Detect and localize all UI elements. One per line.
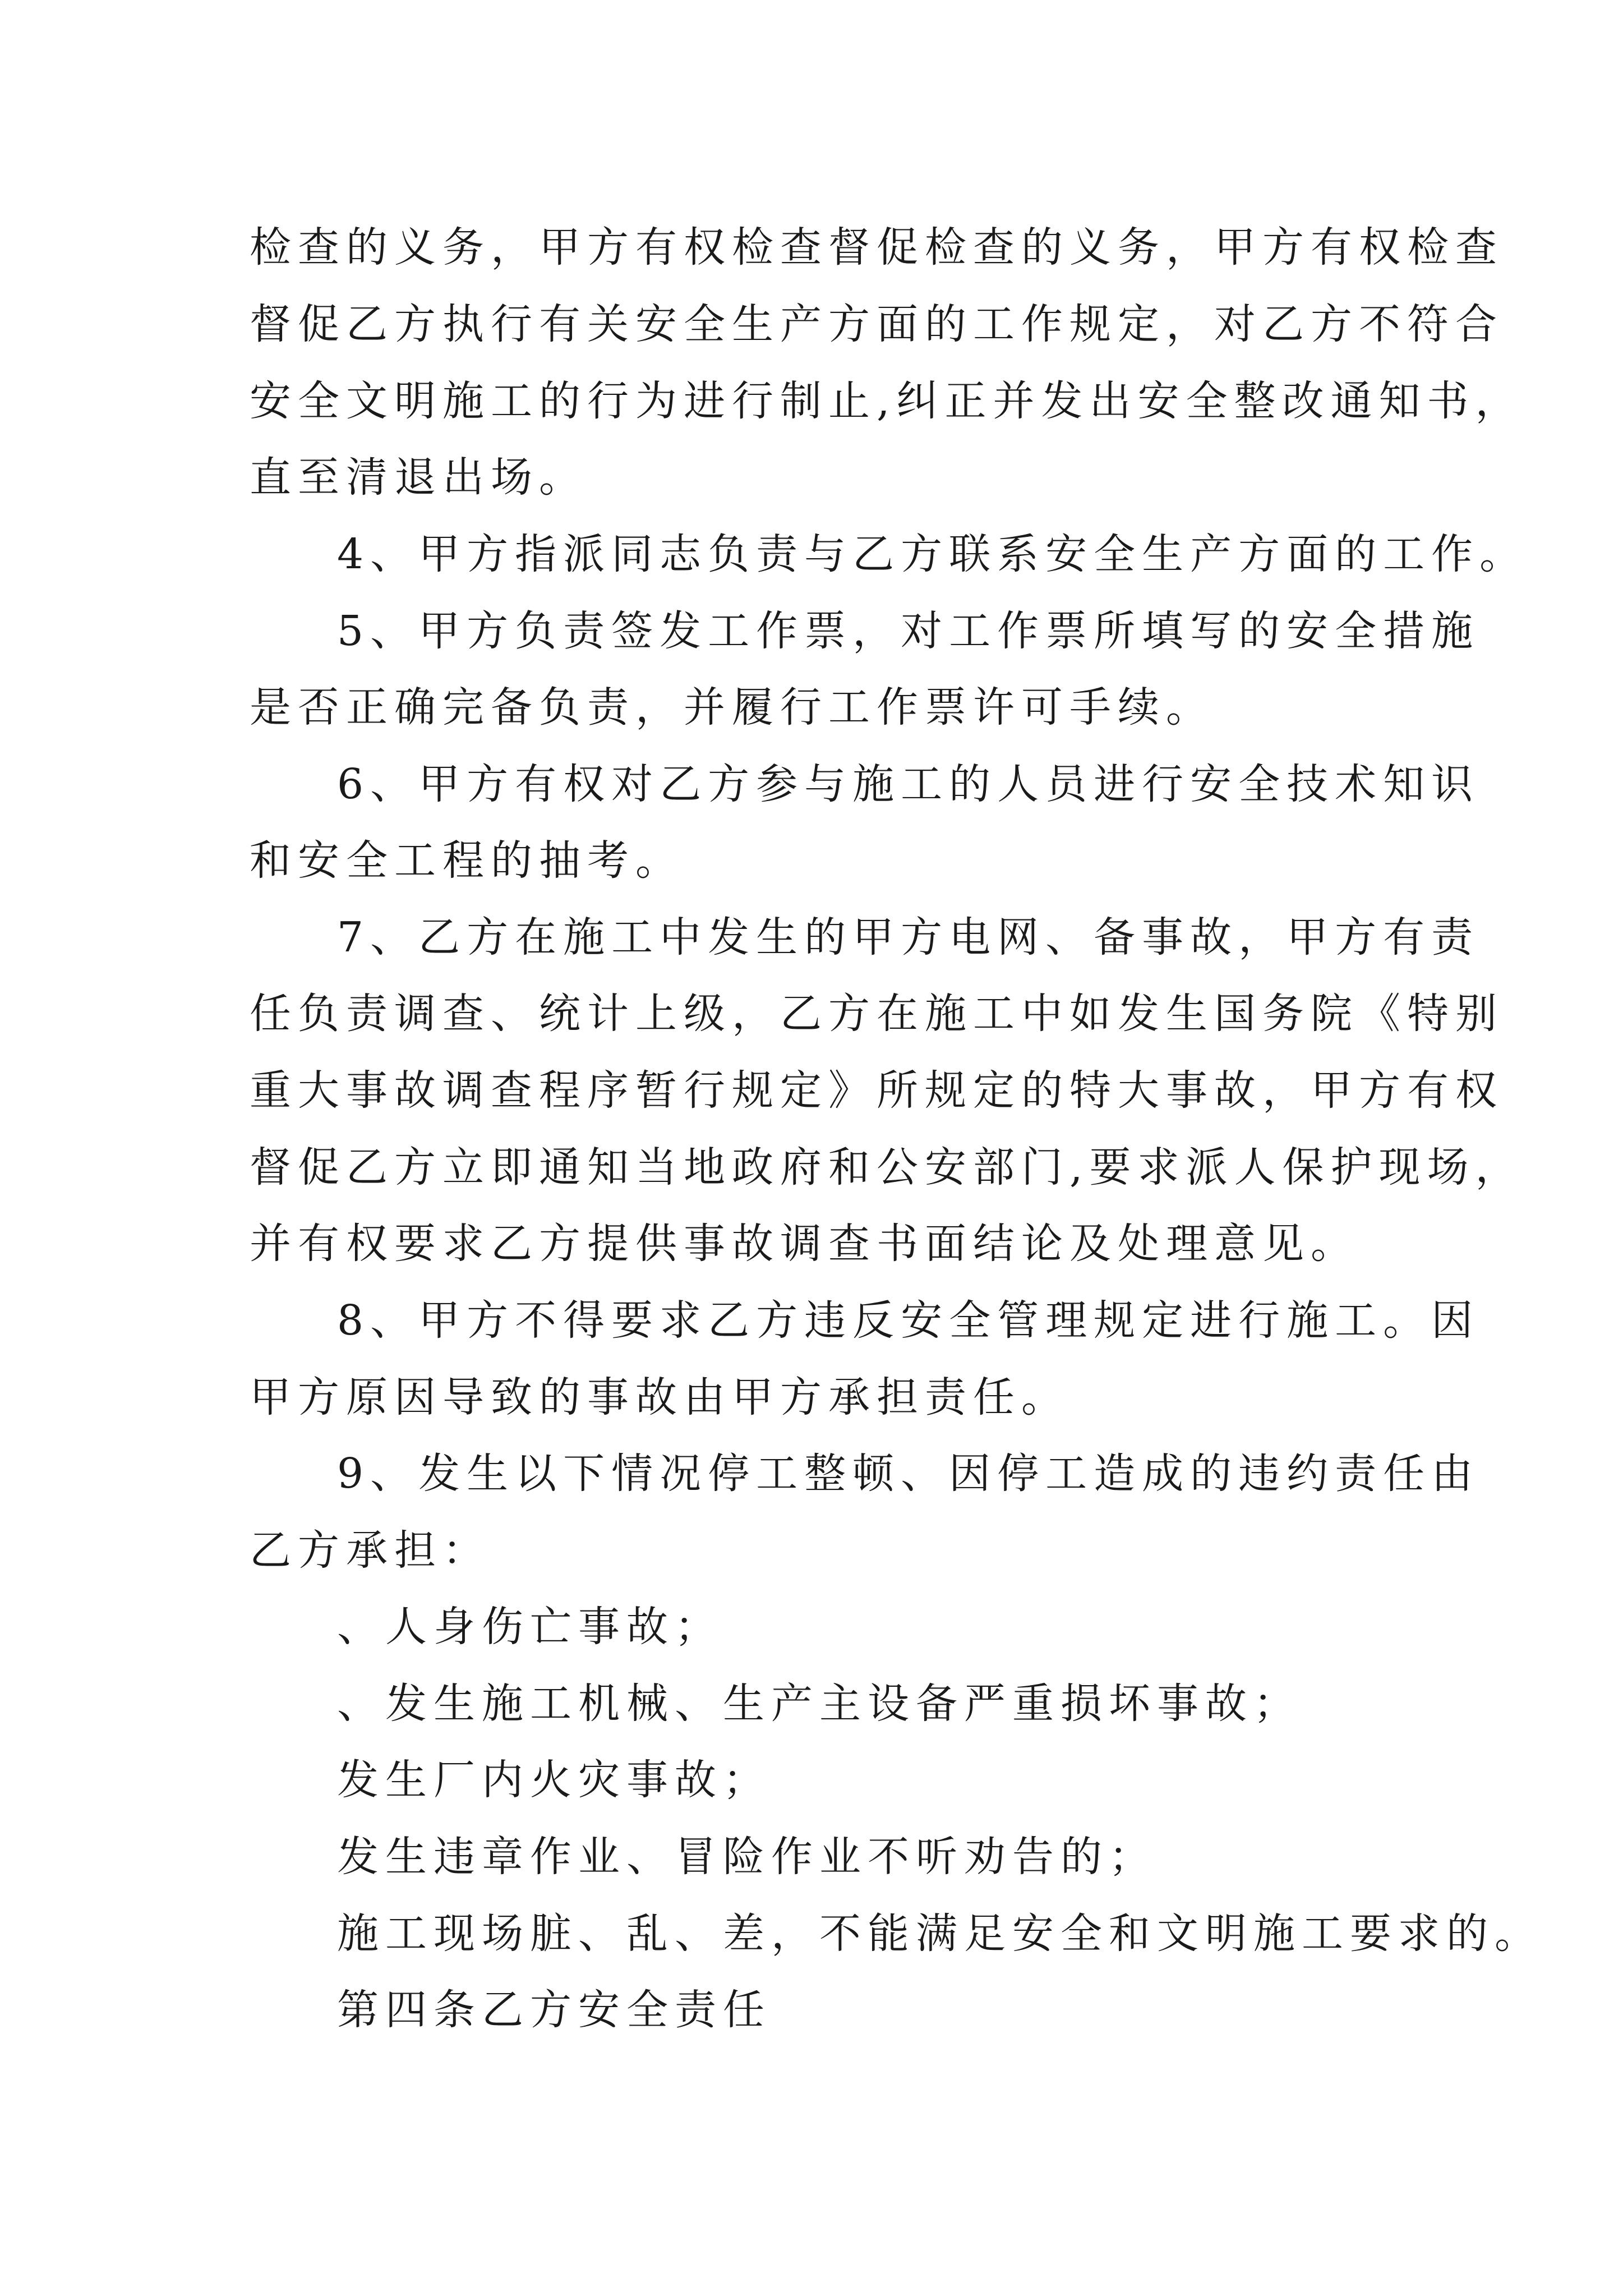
text-line: 8、甲方不得要求乙方违反安全管理规定进行施工。因 xyxy=(337,1296,1480,1345)
text-line: 施工现场脏、乱、差，不能满足安全和文明施工要求的。 xyxy=(337,1910,1543,1958)
text-line: 乙方承担： xyxy=(250,1526,491,1575)
text-line: 发生违章作业、冒险作业不听劝告的； xyxy=(337,1833,1157,1881)
text-line: 和安全工程的抽考。 xyxy=(250,836,684,885)
text-line: 督促乙方立即通知当地政府和公安部门,要求派人保护现场， xyxy=(250,1143,1524,1191)
text-line: 任负责调查、统计上级，乙方在施工中如发生国务院《特别 xyxy=(250,990,1504,1038)
text-line: 直至清退出场。 xyxy=(250,453,587,501)
text-line: 甲方原因导致的事故由甲方承担责任。 xyxy=(250,1373,1069,1421)
text-line: 并有权要求乙方提供事故调查书面结论及处理意见。 xyxy=(250,1220,1359,1268)
text-line: 6、甲方有权对乙方参与施工的人员进行安全技术知识 xyxy=(337,760,1480,808)
text-line: 5、甲方负责签发工作票，对工作票所填写的安全措施 xyxy=(337,607,1480,655)
text-line: 第四条乙方安全责任 xyxy=(337,1986,771,2034)
text-line: 、发生施工机械、生产主设备严重损坏事故； xyxy=(337,1680,1302,1728)
text-line: 督促乙方执行有关安全生产方面的工作规定，对乙方不符合 xyxy=(250,300,1504,348)
text-line: 4、甲方指派同志负责与乙方联系安全生产方面的工作。 xyxy=(337,530,1528,578)
text-line: 、人身伤亡事故； xyxy=(337,1603,723,1651)
text-line: 发生厂内火灾事故； xyxy=(337,1756,771,1804)
text-line: 是否正确完备负责，并履行工作票许可手续。 xyxy=(250,683,1214,731)
text-line: 检查的义务，甲方有权检查督促检查的义务，甲方有权检查 xyxy=(250,223,1504,272)
text-line: 9、发生以下情况停工整顿、因停工造成的违约责任由 xyxy=(337,1450,1480,1498)
text-line: 重大事故调查程序暂行规定》所规定的特大事故，甲方有权 xyxy=(250,1066,1504,1115)
text-line: 安全文明施工的行为进行制止,纠正并发出安全整改通知书， xyxy=(250,377,1524,425)
text-line: 7、乙方在施工中发生的甲方电网、备事故，甲方有责 xyxy=(337,913,1480,961)
